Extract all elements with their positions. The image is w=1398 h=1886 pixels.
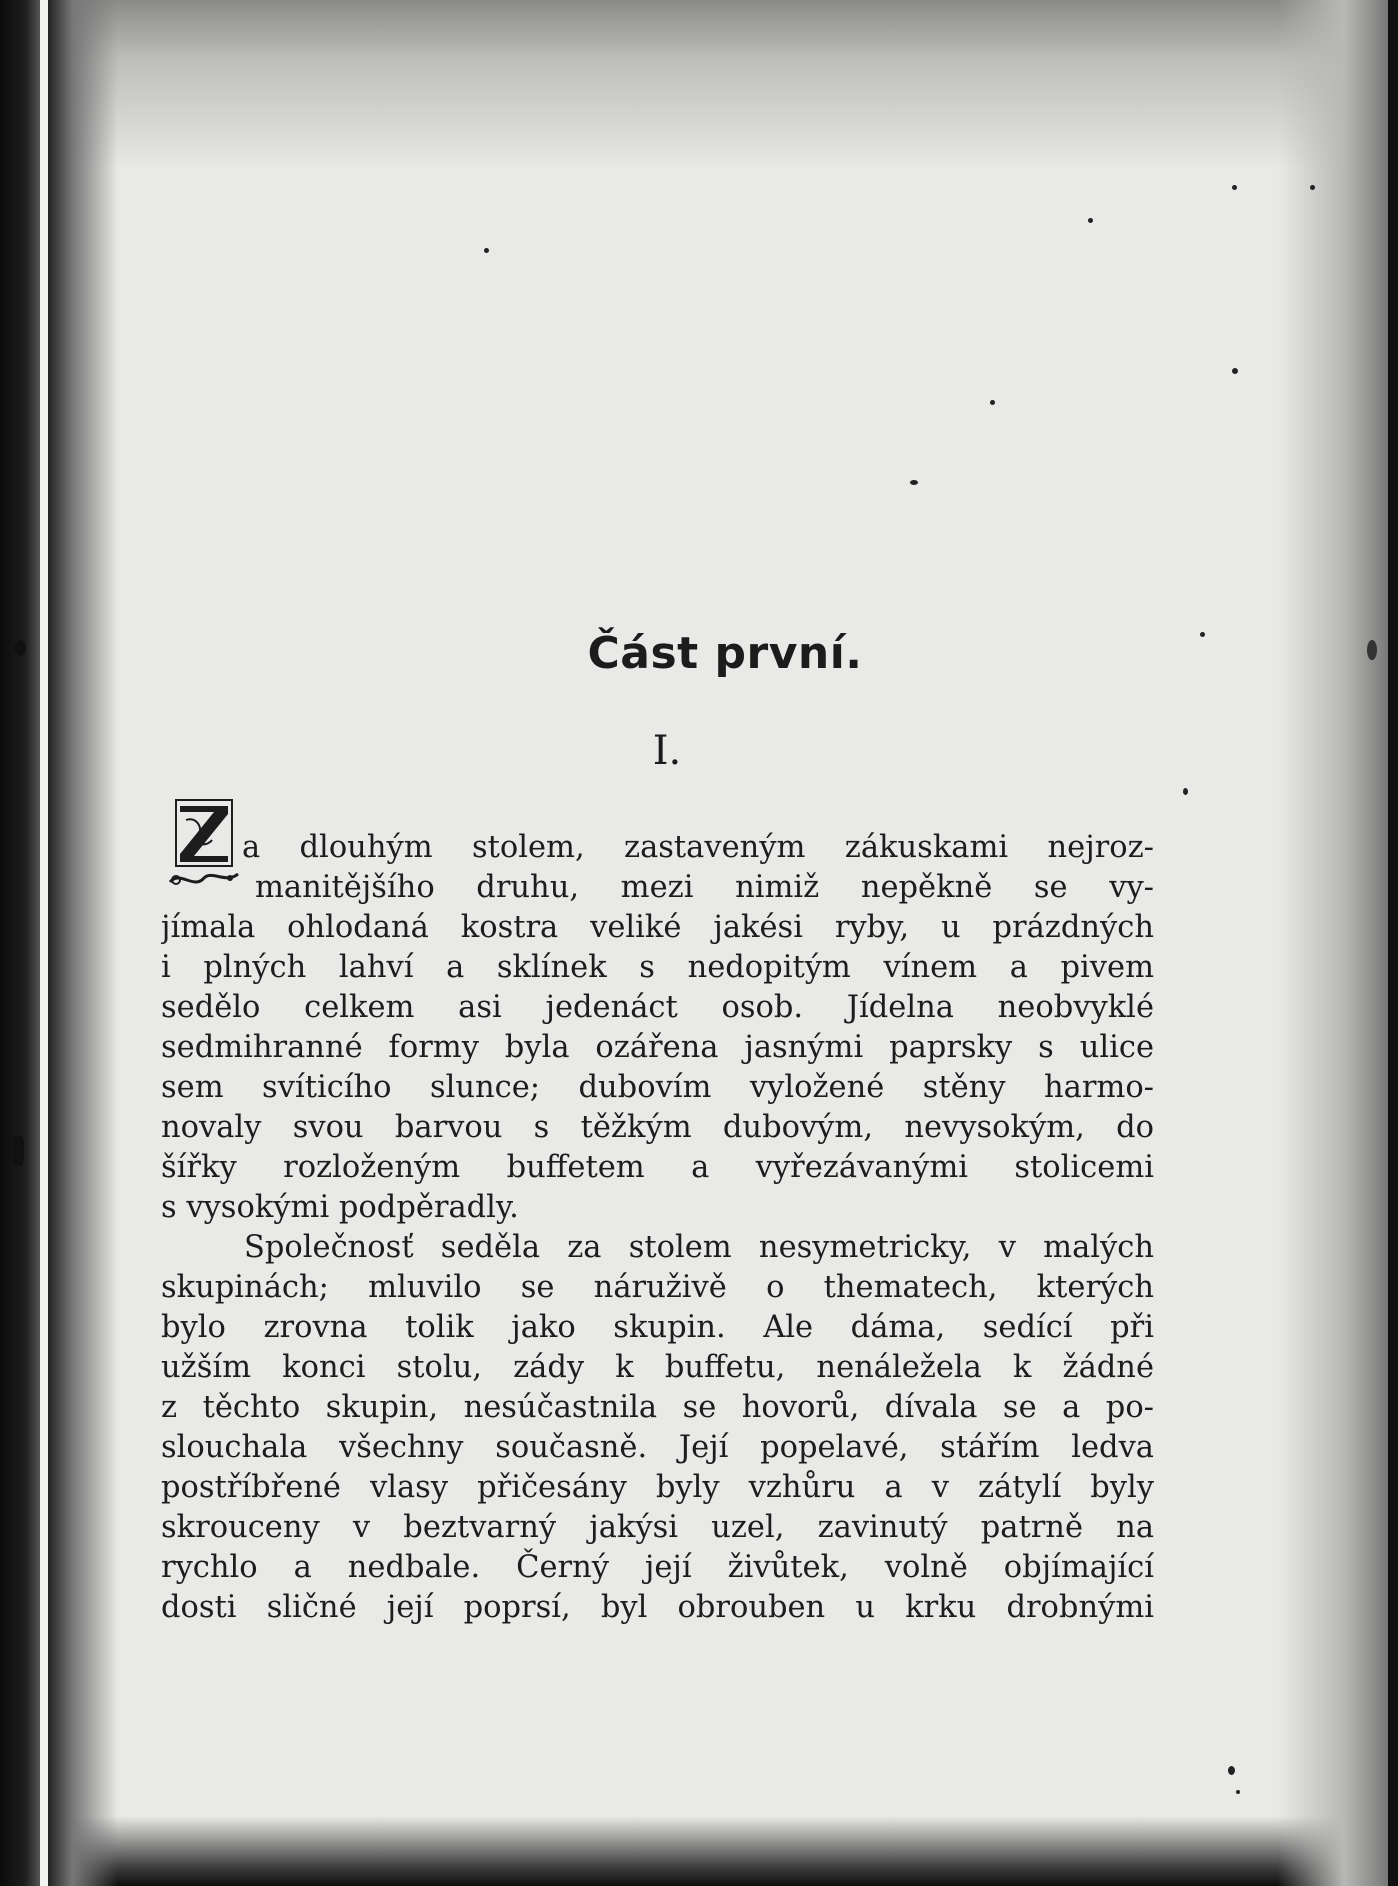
dust-speck [1310,185,1315,190]
text-line-14: užším konci stolu, zády k buffetu, nenáležela k žádné [161,1350,1154,1385]
chapter-number-text: I. [652,728,682,774]
dust-speck [990,400,995,405]
text-line-10: s vysokými podpěradly. [161,1190,519,1225]
dust-speck [910,480,918,485]
top-shading [0,0,1398,170]
dust-speck [1232,368,1238,374]
dust-speck [1236,1790,1240,1794]
dust-speck [1232,185,1237,190]
text-line-7: sem svíticího slunce; dubovím vyložené stěny harmo- [161,1070,1154,1105]
dust-speck [484,248,489,253]
dust-speck [1228,1766,1235,1775]
chapter-number [0,728,1398,774]
text-line-5: sedělo celkem asi jedenáct osob. Jídelna neobvyklé [161,990,1154,1025]
text-line-11: Společnosť seděla za stolem nesymetricky, v malých [244,1230,1154,1265]
right-border [1388,0,1398,1886]
text-line-16: slouchala všechny současně. Její popelavé, stářím ledva [161,1430,1154,1465]
text-line-20: dosti sličné její poprsí, byl obrouben u krku drobnými [161,1590,1154,1625]
text-line-8: novaly svou barvou s těžkým dubovým, nevysokým, do [161,1110,1154,1145]
text-line-15: z těchto skupin, nesúčastnila se hovorů, dívala se a po- [161,1390,1154,1425]
part-heading-text: Část první. [587,628,863,679]
text-line-17: postříbřené vlasy přičesány byly vzhůru a v zátylí byly [161,1470,1154,1505]
text-line-6: sedmihranné formy byla ozářena jasnými paprsky s ulice [161,1030,1154,1065]
text-line-2: manitějšího druhu, mezi nimiž nepěkně se vy- [255,870,1154,905]
text-line-12: skupinách; mluvilo se náruživě o thematech, kterých [161,1270,1154,1305]
binding-highlight [40,0,48,1886]
dust-speck [1183,788,1188,795]
text-line-3: jímala ohlodaná kostra veliké jakési ryby, u prázdných [161,910,1154,945]
text-line-19: rychlo a nedbale. Černý její živůtek, volně objímající [161,1550,1154,1585]
binding-shadow [48,0,118,1886]
part-heading [0,628,1398,679]
text-line-4: i plných lahví a sklínek s nedopitým vínem a pivem [161,950,1154,985]
dust-speck [12,1136,24,1166]
dust-speck [1088,218,1093,223]
ornamental-drop-cap [168,798,240,896]
text-line-13: bylo zrovna tolik jako skupin. Ale dáma, sedící při [161,1310,1154,1345]
text-line-1: a dlouhým stolem, zastaveným zákuskami nejroz- [242,830,1154,865]
right-edge-shading [1278,0,1398,1886]
book-binding [0,0,42,1886]
text-line-18: skrouceny v beztvarný jakýsi uzel, zavinutý patrně na [161,1510,1154,1545]
bottom-shading [0,1816,1398,1886]
text-line-9: šířky rozloženým buffetem a vyřezávanými stolicemi [161,1150,1154,1185]
